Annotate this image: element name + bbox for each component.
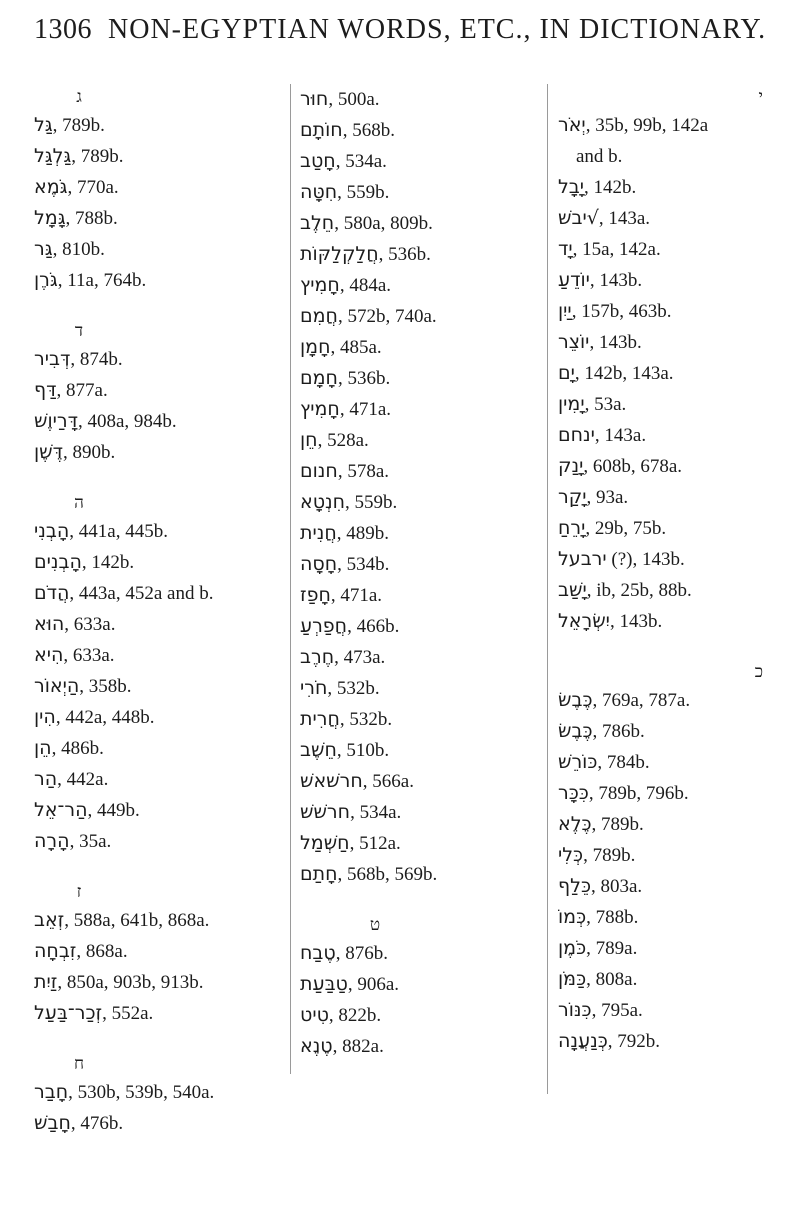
page-references: , 443a, 452a and b.: [69, 583, 214, 604]
section-letter: ח: [73, 1054, 85, 1074]
page-references: , 157b, 463b.: [571, 301, 672, 322]
page-references: , 143b.: [609, 611, 663, 632]
page-references: , 633a.: [64, 614, 116, 635]
page-references: , 489b.: [336, 523, 390, 544]
hebrew-word: הֲדֹם: [34, 582, 70, 604]
index-entry: [34, 795, 284, 826]
hebrew-word: חֲנִית: [300, 522, 337, 544]
index-entry: [558, 482, 798, 513]
page-references: , 850a, 903b, 913b.: [57, 972, 204, 993]
page-number: 1306: [34, 14, 92, 45]
page-references: , 552a.: [102, 1003, 154, 1024]
hebrew-word: גָּמָל: [34, 207, 66, 229]
index-entry: [34, 234, 284, 265]
section-gap: [34, 857, 284, 879]
hebrew-word: חָמִיץ: [300, 398, 340, 420]
hebrew-word: חִטָּה: [300, 181, 338, 203]
hebrew-word: יָרֵחַ: [558, 517, 586, 539]
index-entry: [558, 110, 798, 141]
hebrew-word: טֶנֶא: [300, 1035, 333, 1057]
hebrew-word: חֲמִם: [300, 305, 338, 327]
page-references: , 143a.: [598, 208, 650, 229]
index-entry: [558, 327, 798, 358]
hebrew-word: כְּלִי: [558, 844, 584, 866]
hebrew-word: דְּבִיר: [34, 348, 71, 370]
hebrew-word: חרשׁשׁ: [300, 801, 351, 823]
page-references: , 789b.: [591, 814, 644, 835]
index-entry: [300, 766, 530, 797]
index-entry: [558, 747, 798, 778]
page-references: , 484a.: [339, 275, 392, 296]
hebrew-word: טִיט: [300, 1004, 329, 1026]
page-references: , 532b.: [327, 678, 380, 699]
index-entry: [300, 270, 530, 301]
hebrew-word: טַבַּעַת: [300, 973, 348, 995]
index-entry: [300, 208, 530, 239]
index-entry: [300, 394, 530, 425]
index-entry: [34, 702, 284, 733]
page-references: , 476b.: [70, 1113, 124, 1134]
hebrew-word: הַר: [34, 768, 58, 790]
hebrew-word: חָתַם: [300, 863, 338, 885]
index-entry: [34, 578, 284, 609]
index-entry: [558, 575, 798, 606]
hebrew-word: יָקַר: [558, 486, 587, 508]
hebrew-word: יָבָל: [558, 176, 585, 198]
page-references: , 441a, 445b.: [69, 521, 168, 542]
section-gap: [558, 637, 798, 659]
index-entry: [34, 172, 284, 203]
page-references: , 358b.: [79, 676, 132, 697]
hebrew-word: גֹּמֶא: [34, 176, 68, 198]
hebrew-word: כִּכָּר: [558, 782, 589, 804]
index-entry: [300, 611, 530, 642]
index-entry: [300, 797, 530, 828]
page-references-continued: [558, 141, 798, 172]
index-entry: [300, 1000, 530, 1031]
index-entry: [558, 933, 798, 964]
index-entry: [300, 84, 530, 115]
page-references: , 512a.: [349, 833, 401, 854]
index-entry: [300, 642, 530, 673]
page-references: , 534b.: [337, 554, 390, 575]
hebrew-word: חרשׁאשׁ: [300, 770, 363, 792]
page-references: , 890b.: [63, 442, 116, 463]
index-entry: [34, 406, 284, 437]
index-entry: [300, 938, 530, 969]
index-entry: [34, 998, 284, 1029]
hebrew-word: הָרָה: [34, 830, 70, 852]
page-references: , 11a, 764b.: [57, 270, 147, 291]
page-references: , 142b, 143a.: [574, 363, 674, 384]
hebrew-word: גַּר: [34, 238, 53, 260]
hebrew-word: חֲלַקְלַקּוֹת: [300, 243, 379, 265]
hebrew-word: גַּל: [34, 114, 53, 136]
page-references: , 466b.: [347, 616, 400, 637]
page-references: , 580a, 809b.: [334, 213, 433, 234]
page-references: , 770a.: [67, 177, 119, 198]
index-entry: [300, 735, 530, 766]
hebrew-word: ירבעל: [558, 548, 607, 570]
index-entry: [300, 859, 530, 890]
page-references: , 471a.: [330, 585, 383, 606]
index-entry: [300, 425, 530, 456]
hebrew-word: כִּנּוֹר: [558, 999, 592, 1021]
index-entry: [34, 375, 284, 406]
hebrew-word: יַיִן: [558, 300, 572, 322]
page-references: , 568b, 569b.: [337, 864, 438, 885]
hebrew-word: יָד: [558, 238, 573, 260]
index-entry: [300, 969, 530, 1000]
hebrew-word: כֶּבֶשׂ: [558, 689, 593, 711]
index-entry: [34, 516, 284, 547]
index-entry: [558, 389, 798, 420]
hebrew-word: √יבשׁ: [558, 207, 599, 229]
hebrew-word: חָמִיץ: [300, 274, 340, 296]
page-references: , 572b, 740a.: [337, 306, 437, 327]
hebrew-word: יוֹדֵעַ: [558, 269, 590, 291]
section-letter: ה: [74, 493, 84, 513]
page-references: , 143a.: [594, 425, 647, 446]
index-entry: [300, 301, 530, 332]
page-references: , 868a.: [76, 941, 128, 962]
index-entry: [34, 265, 284, 296]
section-gap: [34, 468, 284, 490]
hebrew-word: חָמָם: [300, 367, 338, 389]
hebrew-word: יָם: [558, 362, 575, 384]
page-references: , 789b.: [52, 115, 105, 136]
index-entry: [558, 809, 798, 840]
page-references: , 442a.: [57, 769, 109, 790]
index-entry: [34, 936, 284, 967]
index-entry: [558, 358, 798, 389]
page-references: , 877a.: [56, 380, 108, 401]
page-references: , 789a.: [586, 938, 638, 959]
page-references: , 808a.: [586, 969, 638, 990]
page-references: (?), 143b.: [606, 549, 685, 570]
section-gap: [300, 890, 530, 912]
page-references: , 795a.: [591, 1000, 643, 1021]
index-entry: [558, 265, 798, 296]
page-references: , 633a.: [63, 645, 115, 666]
hebrew-word: חִנְטָא: [300, 491, 346, 513]
page-references: , 143b.: [589, 270, 643, 291]
page-references: , 534a.: [335, 151, 387, 172]
page-references: , 566a.: [362, 771, 414, 792]
hebrew-word: חַשְׁמַל: [300, 832, 350, 854]
index-entry: [34, 671, 284, 702]
hebrew-word: הָבְנִי: [34, 520, 70, 542]
page-references: , 449b.: [87, 800, 140, 821]
page-references: , 532b.: [339, 709, 393, 730]
hebrew-word: יְאֹר: [558, 114, 586, 136]
page-references: , 536b.: [378, 244, 431, 265]
hebrew-word: חֵשֶׁב: [300, 739, 337, 761]
index-entry: [300, 828, 530, 859]
hebrew-word: כְּנַעֲנָה: [558, 1030, 608, 1052]
hebrew-word: הָבְנִים: [34, 551, 82, 573]
hebrew-word: חֵלֶב: [300, 212, 335, 234]
page-references: , 578a.: [337, 461, 389, 482]
hebrew-word: יִשְׂרָאֵל: [558, 610, 610, 632]
page-references: , 15a, 142a.: [572, 239, 661, 260]
page-references: , 822b.: [328, 1005, 382, 1026]
index-entry: [558, 685, 798, 716]
index-entry: [558, 716, 798, 747]
index-entry: [300, 115, 530, 146]
index-entry: [558, 296, 798, 327]
page-references: , 559b.: [345, 492, 398, 513]
index-entry: [300, 456, 530, 487]
page-references: , 442a, 448b.: [55, 707, 155, 728]
page-title: NON-EGYPTIAN WORDS, ETC., IN DICTIONARY.: [108, 14, 767, 45]
index-entry: [34, 609, 284, 640]
hebrew-word: זְאֵב: [34, 909, 65, 931]
page-references: , 143b.: [589, 332, 642, 353]
page-references: , 588a, 641b, 868a.: [64, 910, 210, 931]
index-entry: [300, 487, 530, 518]
hebrew-word: ינחם: [558, 424, 595, 446]
hebrew-word: חָבַשׁ: [34, 1112, 71, 1134]
index-entry: [300, 177, 530, 208]
hebrew-word: יוֹצֵר: [558, 331, 590, 353]
section-letter: ג: [76, 87, 82, 107]
page-references: , 803a.: [591, 876, 643, 897]
page-references: , 792b.: [607, 1031, 661, 1052]
hebrew-word: הִין: [34, 706, 56, 728]
index-entry: [558, 902, 798, 933]
hebrew-word: חֲרִית: [300, 708, 340, 730]
page-references: , ib, 25b, 88b.: [586, 580, 692, 601]
page-references: , 35b, 99b, 142a: [585, 115, 709, 136]
index-entry: [300, 239, 530, 270]
index-entry: [34, 640, 284, 671]
hebrew-word: חֹרִי: [300, 677, 328, 699]
page-references: , 29b, 75b.: [585, 518, 667, 539]
page-references: , 485a.: [330, 337, 382, 358]
page-references: , 568b.: [342, 120, 395, 141]
page-references: , 906a.: [347, 974, 400, 995]
index-entry: [558, 964, 798, 995]
hebrew-word: חָפַז: [300, 584, 331, 606]
page-references: , 486b.: [51, 738, 104, 759]
hebrew-word: הִיא: [34, 644, 64, 666]
hebrew-word: חָטַב: [300, 150, 336, 172]
hebrew-word: יָמִין: [558, 393, 585, 415]
index-entry: [300, 146, 530, 177]
page-references: , 769a, 787a.: [592, 690, 691, 711]
page-references: , 528a.: [317, 430, 369, 451]
page-references: , 608b, 678a.: [583, 456, 683, 477]
index-entry: [300, 332, 530, 363]
hebrew-word: כַּמֹּן: [558, 968, 587, 990]
section-letter: י: [758, 87, 763, 107]
section-gap: [34, 1029, 284, 1051]
index-column-1: [34, 84, 284, 1139]
page-references: , 500a.: [328, 89, 380, 110]
hebrew-word: גֹּרֶן: [34, 269, 58, 291]
hebrew-word: חֲפַרְעַ: [300, 615, 348, 637]
hebrew-word: דֶּשֶׁן: [34, 441, 64, 463]
index-entry: [34, 141, 284, 172]
index-entry: [300, 549, 530, 580]
hebrew-word: דָּרַיוֶשׁ: [34, 410, 78, 432]
index-column-2: [300, 84, 530, 1062]
index-entry: [34, 905, 284, 936]
page-references: , 530b, 539b, 540a.: [68, 1082, 215, 1103]
index-entry: [34, 1108, 284, 1139]
page-references: , 534a.: [350, 802, 402, 823]
index-entry: [34, 967, 284, 998]
hebrew-word: זְכַר־בַּעַל: [34, 1002, 103, 1024]
page-references: , 874b.: [70, 349, 123, 370]
index-entry: [558, 1026, 798, 1057]
hebrew-word: כּוֹרֵשׁ: [558, 751, 598, 773]
index-entry: [34, 203, 284, 234]
index-entry: [300, 518, 530, 549]
index-entry: [558, 234, 798, 265]
index-entry: [300, 363, 530, 394]
hebrew-word: זִבְחָה: [34, 940, 77, 962]
hebrew-word: הוּא: [34, 613, 65, 635]
hebrew-word: חָבַר: [34, 1081, 69, 1103]
page-references: , 408a, 984b.: [77, 411, 177, 432]
hebrew-word: הַיְאוֹר: [34, 675, 80, 697]
index-entry: [558, 995, 798, 1026]
page-references: , 510b.: [336, 740, 390, 761]
hebrew-word: חֵן: [300, 429, 318, 451]
index-entry: [34, 437, 284, 468]
index-entry: [34, 826, 284, 857]
page-references: , 473a.: [334, 647, 386, 668]
hebrew-word: כֶּלֶא: [558, 813, 592, 835]
hebrew-word: כֶּבֶשׂ: [558, 720, 593, 742]
hebrew-word: זַיִת: [34, 971, 58, 993]
hebrew-word: חָסָה: [300, 553, 338, 575]
page-references: , 789b.: [71, 146, 124, 167]
section-letter: ט: [369, 915, 381, 935]
section-letter: כ: [754, 662, 763, 682]
index-entry: [558, 420, 798, 451]
hebrew-word: כֵּלַף: [558, 875, 591, 897]
index-entry: [34, 344, 284, 375]
index-entry: [558, 778, 798, 809]
hebrew-word: חוֹתָם: [300, 119, 343, 141]
index-entry: [34, 110, 284, 141]
index-entry: [558, 451, 798, 482]
page-references: , 142b.: [81, 552, 135, 573]
index-entry: [558, 840, 798, 871]
index-entry: [34, 733, 284, 764]
page-references: , 789b, 796b.: [588, 783, 689, 804]
page-references: , 788b.: [65, 208, 118, 229]
page-references: , 53a.: [584, 394, 627, 415]
page-references: , 142b.: [584, 177, 637, 198]
page-references: , 784b.: [597, 752, 650, 773]
hebrew-word: דַּף: [34, 379, 57, 401]
index-entry: [300, 673, 530, 704]
hebrew-word: טֶבַח: [300, 942, 336, 964]
page-references: , 536b.: [337, 368, 391, 389]
index-entry: [558, 172, 798, 203]
page-references: , 788b.: [586, 907, 639, 928]
page-references: , 810b.: [52, 239, 105, 260]
index-entry: [34, 547, 284, 578]
hebrew-word: חנום: [300, 460, 338, 482]
hebrew-word: גַּלְגַּל: [34, 145, 72, 167]
page-references: , 559b.: [337, 182, 390, 203]
index-entry: [558, 203, 798, 234]
index-entry: [558, 544, 798, 575]
index-entry: [34, 764, 284, 795]
hebrew-word: יָנַק: [558, 455, 584, 477]
hebrew-word: כֹּמֶן: [558, 937, 587, 959]
hebrew-word: הֵן: [34, 737, 52, 759]
index-columns: [0, 84, 800, 1224]
index-entry: [558, 606, 798, 637]
page-references: , 35a.: [69, 831, 112, 852]
page-references: , 471a.: [339, 399, 392, 420]
hebrew-word: חֶרֶב: [300, 646, 335, 668]
hebrew-word: כְּמוֹ: [558, 906, 587, 928]
hebrew-word: חָמָן: [300, 336, 331, 358]
index-entry: [558, 871, 798, 902]
index-entry: [300, 704, 530, 735]
page-references: , 789b.: [583, 845, 636, 866]
index-entry: [34, 1077, 284, 1108]
index-column-3: [558, 84, 798, 1057]
page-header: [0, 0, 800, 60]
page-references: , 786b.: [592, 721, 645, 742]
page-references: , 876b.: [335, 943, 388, 964]
hebrew-word: הַר־אֵל: [34, 799, 88, 821]
section-letter: ד: [74, 321, 84, 341]
page-references: , 882a.: [332, 1036, 384, 1057]
index-entry: [558, 513, 798, 544]
index-entry: [300, 1031, 530, 1062]
section-letter: ז: [76, 882, 82, 902]
hebrew-word: חוּר: [300, 88, 329, 110]
hebrew-word: יָשַׁב: [558, 579, 587, 601]
section-gap: [34, 296, 284, 318]
page-references: , 93a.: [586, 487, 629, 508]
index-entry: [300, 580, 530, 611]
page-references: and b.: [576, 146, 623, 167]
